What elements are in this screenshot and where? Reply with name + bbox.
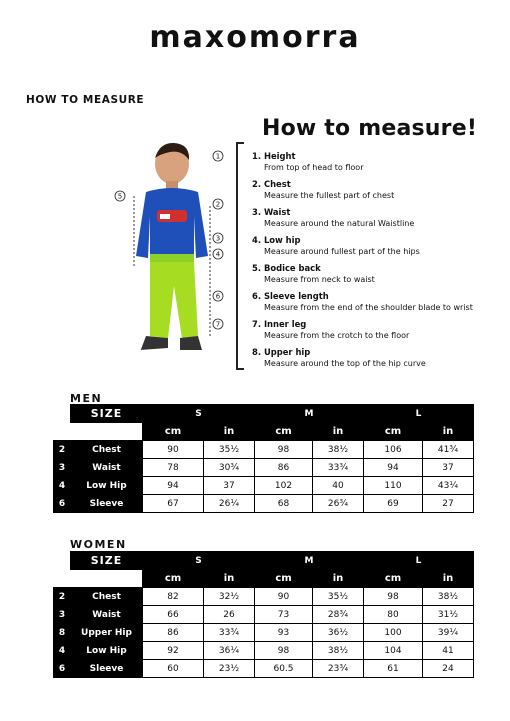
size-m-header: M <box>255 552 364 570</box>
cell: 26 <box>204 606 255 624</box>
table-row <box>54 606 474 624</box>
cell: 26¾ <box>313 495 364 513</box>
men-size-table <box>53 404 474 513</box>
step-title: Sleeve length <box>263 291 329 301</box>
cell: 69 <box>364 495 423 513</box>
step-title: Chest <box>263 179 291 189</box>
table-row <box>54 459 474 477</box>
step-chest <box>252 178 508 206</box>
step-description: Measure from the crotch to the floor <box>264 331 410 340</box>
cell: 37 <box>423 459 474 477</box>
step-waist <box>252 206 508 234</box>
step-title: Bodice back <box>263 263 321 273</box>
row-number: 6 <box>54 495 71 513</box>
cell: 41¾ <box>423 441 474 459</box>
step-number: 8. <box>252 347 262 357</box>
step-low-hip <box>252 234 508 262</box>
row-label: Low Hip <box>71 477 143 495</box>
table-row <box>54 495 474 513</box>
cell: 32½ <box>204 588 255 606</box>
unit-cm: cm <box>143 570 204 588</box>
row-label: Sleeve <box>71 495 143 513</box>
row-number: 4 <box>54 477 71 495</box>
step-title: Height <box>263 151 296 161</box>
step-bodice-back <box>252 262 508 290</box>
marker-1-label: 1 <box>215 152 221 161</box>
step-description: Measure from the end of the shoulder blade to wrist <box>264 303 473 312</box>
size-s-header: S <box>143 405 255 423</box>
step-description: Measure the fullest part of chest <box>264 191 395 200</box>
marker-2-icon <box>212 198 224 210</box>
cell: 37 <box>204 477 255 495</box>
table-row <box>54 624 474 642</box>
cell: 23½ <box>204 660 255 678</box>
row-number: 2 <box>54 441 71 459</box>
unit-cm: cm <box>255 423 313 441</box>
cell: 38½ <box>313 642 364 660</box>
row-label: Chest <box>71 588 143 606</box>
unit-in: in <box>313 423 364 441</box>
row-number: 3 <box>54 459 71 477</box>
marker-5-icon <box>114 190 126 202</box>
cell: 102 <box>255 477 313 495</box>
marker-6-icon <box>212 290 224 302</box>
corner-cell <box>54 552 71 570</box>
cell: 39¼ <box>423 624 474 642</box>
cell: 98 <box>255 441 313 459</box>
step-number: 5. <box>252 263 262 273</box>
marker-4-label: 4 <box>215 250 221 259</box>
cell: 94 <box>143 477 204 495</box>
cell: 94 <box>364 459 423 477</box>
cell: 33¾ <box>313 459 364 477</box>
step-title: Inner leg <box>263 319 307 329</box>
cell: 86 <box>143 624 204 642</box>
cell: 90 <box>255 588 313 606</box>
step-height <box>252 150 508 178</box>
corner-cell <box>54 423 71 441</box>
cell: 90 <box>143 441 204 459</box>
measure-line-top-tick <box>236 142 244 144</box>
cell: 106 <box>364 441 423 459</box>
section-heading: HOW TO MEASURE <box>26 94 145 106</box>
table-row <box>54 660 474 678</box>
step-number: 1. <box>252 151 262 161</box>
step-title: Upper hip <box>263 347 311 357</box>
marker-7-label: 7 <box>215 320 221 329</box>
cell: 73 <box>255 606 313 624</box>
cell: 60 <box>143 660 204 678</box>
row-number: 2 <box>54 588 71 606</box>
cell: 61 <box>364 660 423 678</box>
corner-cell <box>54 570 71 588</box>
brand-logo: maxomorra <box>149 20 361 55</box>
step-upper-hip <box>252 346 508 374</box>
marker-7-icon <box>212 318 224 330</box>
step-description: Measure around the natural Waistline <box>264 219 415 228</box>
unit-in: in <box>204 570 255 588</box>
unit-in: in <box>423 570 474 588</box>
step-number: 4. <box>252 235 262 245</box>
table-row <box>54 588 474 606</box>
cell: 41 <box>423 642 474 660</box>
step-description: Measure around the top of the hip curve <box>264 359 426 368</box>
guide-title: How to measure! <box>262 116 478 141</box>
marker-3-icon <box>212 232 224 244</box>
cell: 28¾ <box>313 606 364 624</box>
step-sleeve-length <box>252 290 508 318</box>
cell: 110 <box>364 477 423 495</box>
size-l-header: L <box>364 552 474 570</box>
unit-cm: cm <box>364 570 423 588</box>
step-number: 6. <box>252 291 262 301</box>
cell: 26¼ <box>204 495 255 513</box>
size-header: SIZE <box>71 552 143 570</box>
row-label: Chest <box>71 441 143 459</box>
cell: 40 <box>313 477 364 495</box>
cell: 93 <box>255 624 313 642</box>
cell: 86 <box>255 459 313 477</box>
cell: 43¼ <box>423 477 474 495</box>
unit-cm: cm <box>143 423 204 441</box>
corner-cell <box>71 570 143 588</box>
size-l-header: L <box>364 405 474 423</box>
row-number: 3 <box>54 606 71 624</box>
row-label: Waist <box>71 459 143 477</box>
cell: 80 <box>364 606 423 624</box>
step-inner-leg <box>252 318 508 346</box>
cell: 31½ <box>423 606 474 624</box>
cell: 27 <box>423 495 474 513</box>
cell: 60.5 <box>255 660 313 678</box>
cell: 30¾ <box>204 459 255 477</box>
measure-line <box>236 142 238 370</box>
cell: 82 <box>143 588 204 606</box>
table-row <box>54 642 474 660</box>
cell: 38½ <box>313 441 364 459</box>
cell: 78 <box>143 459 204 477</box>
size-header: SIZE <box>71 405 143 423</box>
marker-4-icon <box>212 248 224 260</box>
marker-1-icon <box>212 150 224 162</box>
step-title: Low hip <box>263 235 301 245</box>
row-label: Low Hip <box>71 642 143 660</box>
cell: 100 <box>364 624 423 642</box>
step-number: 2. <box>252 179 262 189</box>
unit-in: in <box>313 570 364 588</box>
cell: 35½ <box>313 588 364 606</box>
cell: 35½ <box>204 441 255 459</box>
step-description: Measure around fullest part of the hips <box>264 247 420 256</box>
cell: 33¾ <box>204 624 255 642</box>
women-size-table <box>53 551 474 678</box>
row-number: 8 <box>54 624 71 642</box>
men-section-title: MEN <box>70 392 103 405</box>
corner-cell <box>54 405 71 423</box>
cell: 66 <box>143 606 204 624</box>
cell: 67 <box>143 495 204 513</box>
cell: 98 <box>255 642 313 660</box>
row-label: Waist <box>71 606 143 624</box>
row-label: Upper Hip <box>71 624 143 642</box>
marker-6-label: 6 <box>215 292 221 301</box>
marker-3-label: 3 <box>215 234 221 243</box>
size-m-header: M <box>255 405 364 423</box>
step-title: Waist <box>263 207 291 217</box>
measure-line-bottom-tick <box>236 368 244 370</box>
unit-in: in <box>423 423 474 441</box>
marker-2-label: 2 <box>215 200 221 209</box>
cell: 104 <box>364 642 423 660</box>
cell: 36½ <box>313 624 364 642</box>
cell: 98 <box>364 588 423 606</box>
unit-in: in <box>204 423 255 441</box>
table-row <box>54 477 474 495</box>
cell: 24 <box>423 660 474 678</box>
unit-cm: cm <box>364 423 423 441</box>
cell: 92 <box>143 642 204 660</box>
measurement-steps <box>252 150 508 374</box>
table-row <box>54 441 474 459</box>
row-number: 6 <box>54 660 71 678</box>
cell: 38½ <box>423 588 474 606</box>
step-number: 7. <box>252 319 262 329</box>
cell: 23¾ <box>313 660 364 678</box>
marker-5-label: 5 <box>117 192 123 201</box>
step-description: Measure from neck to waist <box>264 275 375 284</box>
row-number: 4 <box>54 642 71 660</box>
unit-cm: cm <box>255 570 313 588</box>
cell: 68 <box>255 495 313 513</box>
corner-cell <box>71 423 143 441</box>
step-description: From top of head to floor <box>264 163 364 172</box>
women-section-title: WOMEN <box>70 538 127 551</box>
row-label: Sleeve <box>71 660 143 678</box>
size-s-header: S <box>143 552 255 570</box>
step-number: 3. <box>252 207 262 217</box>
cell: 36¼ <box>204 642 255 660</box>
